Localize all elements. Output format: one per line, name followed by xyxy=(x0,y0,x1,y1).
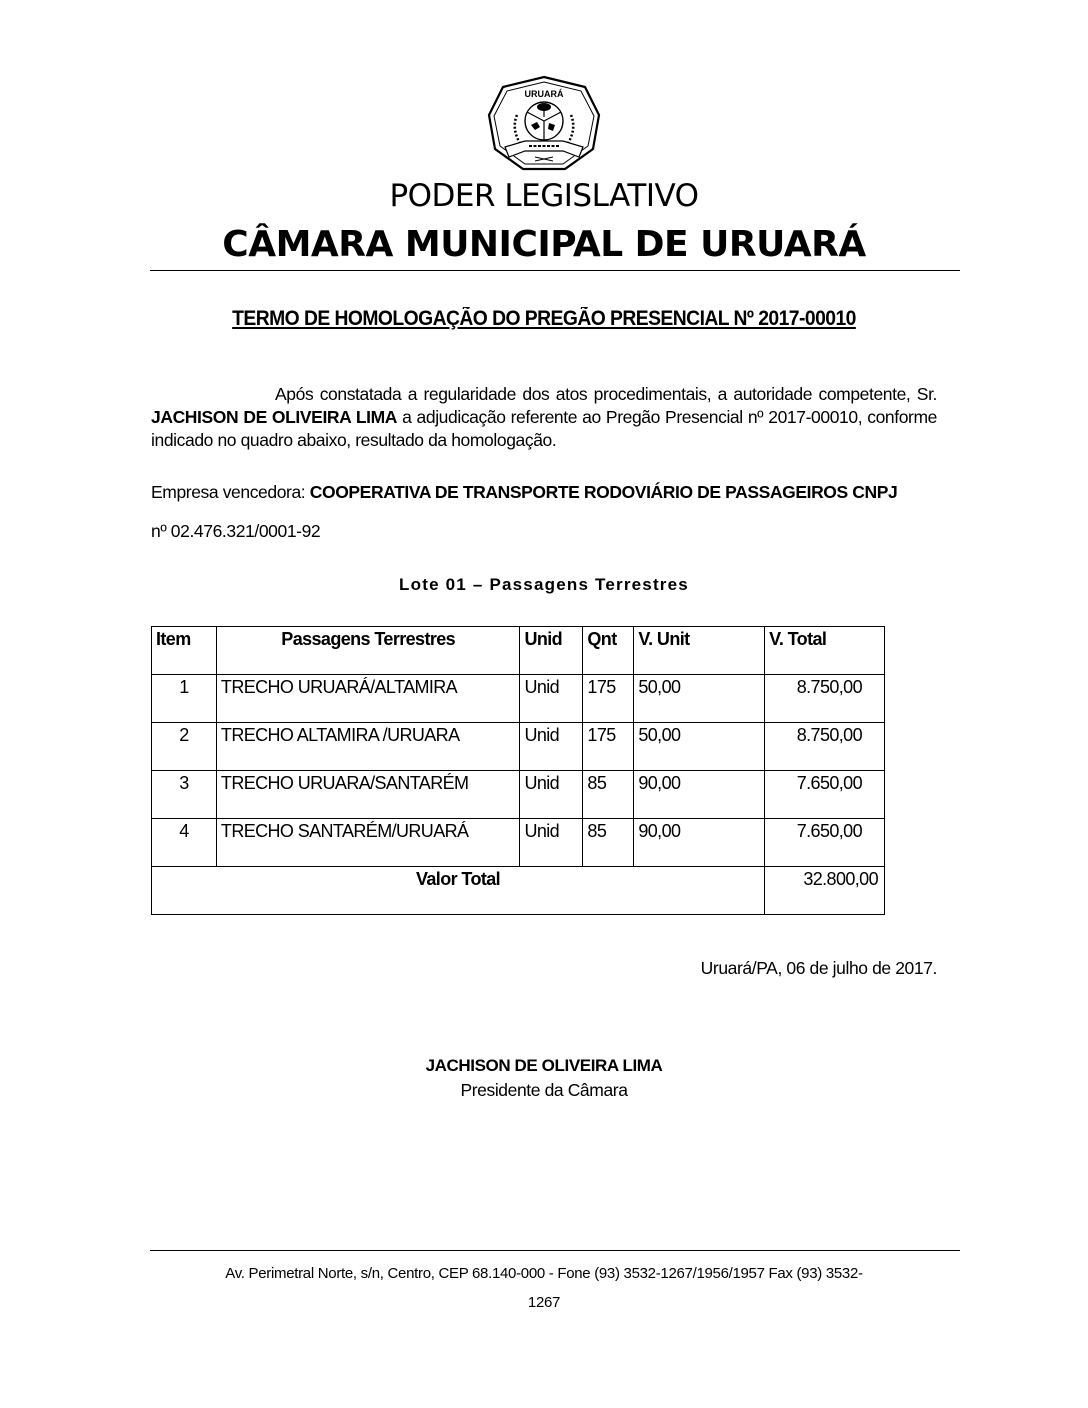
body-paragraph xyxy=(151,383,937,452)
cell-unit-value: 90,00 xyxy=(634,819,765,867)
cell-total-value: 7.650,00 xyxy=(765,819,885,867)
items-table xyxy=(151,626,885,915)
table-total-row xyxy=(152,867,885,915)
header-unit: Unid xyxy=(520,627,583,675)
cell-description: TRECHO URUARÁ/ALTAMIRA xyxy=(216,675,520,723)
cell-total-value: 8.750,00 xyxy=(765,723,885,771)
winner-label: Empresa vencedora: xyxy=(151,482,310,502)
signer-role: Presidente da Câmara xyxy=(460,1080,628,1100)
cell-description: TRECHO ALTAMIRA /URUARA xyxy=(216,723,520,771)
document-title: TERMO DE HOMOLOGAÇÃO DO PREGÃO PRESENCIAL Nº 2017-00010 xyxy=(232,307,856,330)
footer-divider xyxy=(150,1250,960,1251)
header-line-poder-legislativo: PODER LEGISLATIVO xyxy=(389,178,699,214)
cell-qty: 85 xyxy=(583,819,634,867)
header-unit-value: V. Unit xyxy=(634,627,765,675)
paragraph-text-part2: a adjudicação referente ao Pregão Presencial nº 2017-00010, conforme indicado no quadro abaixo, resultado da homologação. xyxy=(151,407,937,450)
cell-unit: Unid xyxy=(520,771,583,819)
cell-item: 4 xyxy=(152,819,217,867)
cell-unit-value: 50,00 xyxy=(634,675,765,723)
table-row xyxy=(152,771,885,819)
cell-item: 2 xyxy=(152,723,217,771)
total-label: Valor Total xyxy=(152,867,765,915)
table-row xyxy=(152,675,885,723)
cell-description: TRECHO URUARA/SANTARÉM xyxy=(216,771,520,819)
table-header-row xyxy=(152,627,885,675)
cell-unit: Unid xyxy=(520,723,583,771)
cell-total-value: 7.650,00 xyxy=(765,771,885,819)
cell-unit: Unid xyxy=(520,819,583,867)
signer-name: JACHISON DE OLIVEIRA LIMA xyxy=(425,1056,663,1075)
cell-unit-value: 90,00 xyxy=(634,771,765,819)
total-value: 32.800,00 xyxy=(765,867,885,915)
winner-cnpj: nº 02.476.321/0001-92 xyxy=(151,521,321,541)
place-date: Uruará/PA, 06 de julho de 2017. xyxy=(700,958,937,978)
cell-item: 3 xyxy=(152,771,217,819)
paragraph-text-part1: Após constatada a regularidade dos atos procedimentais, a autoridade competente, Sr. xyxy=(275,384,937,404)
cell-unit-value: 50,00 xyxy=(634,723,765,771)
header-divider xyxy=(150,270,960,271)
crest-label: URUARÁ xyxy=(524,89,564,99)
cell-qty: 175 xyxy=(583,675,634,723)
footer-address: Av. Perimetral Norte, s/n, Centro, CEP 68.140-000 - Fone (93) 3532-1267/1956/1957 Fax (93) 3532- xyxy=(225,1265,863,1282)
authority-name: JACHISON DE OLIVEIRA LIMA xyxy=(151,407,397,427)
header-line-camara-municipal: CÂMARA MUNICIPAL DE URUARÁ xyxy=(222,224,866,265)
cell-qty: 175 xyxy=(583,723,634,771)
header-description: Passagens Terrestres xyxy=(216,627,520,675)
lot-title: Lote 01 – Passagens Terrestres xyxy=(399,575,689,594)
table-row xyxy=(152,819,885,867)
cell-total-value: 8.750,00 xyxy=(765,675,885,723)
cell-qty: 85 xyxy=(583,771,634,819)
municipal-crest-logo xyxy=(485,75,603,173)
header-qty: Qnt xyxy=(583,627,634,675)
header-item: Item xyxy=(152,627,217,675)
footer-address-continued: 1267 xyxy=(527,1294,561,1311)
table-row xyxy=(152,723,885,771)
winner-line xyxy=(151,481,937,504)
header-total-value: V. Total xyxy=(765,627,885,675)
winner-name: COOPERATIVA DE TRANSPORTE RODOVIÁRIO DE PASSAGEIROS CNPJ xyxy=(309,482,898,502)
cell-item: 1 xyxy=(152,675,217,723)
cell-description: TRECHO SANTARÉM/URUARÁ xyxy=(216,819,520,867)
cell-unit: Unid xyxy=(520,675,583,723)
